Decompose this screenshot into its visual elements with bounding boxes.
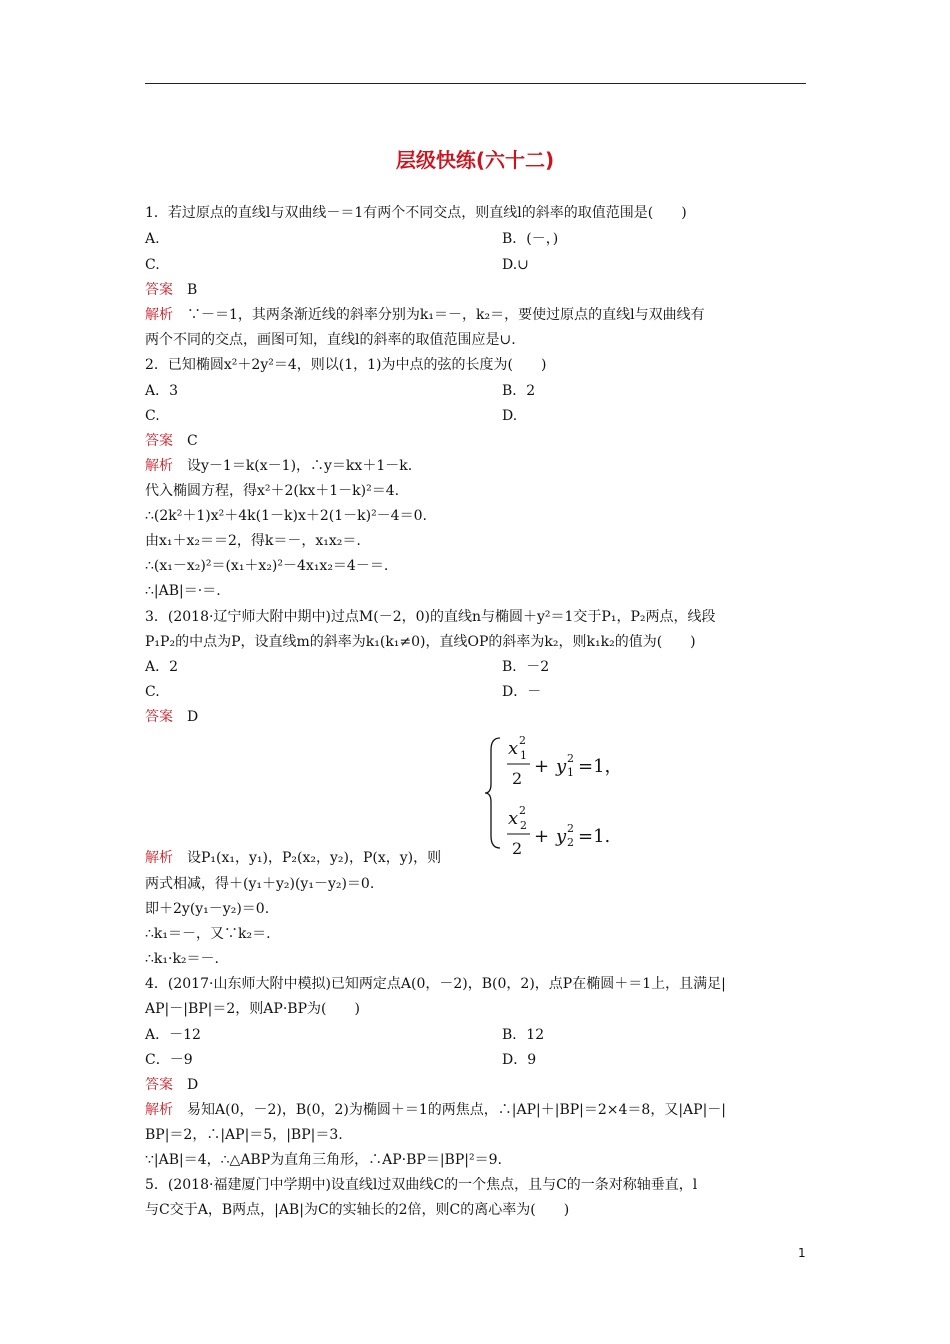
svg-text:+: + [534,756,550,777]
q4-explanation-line: BP|＝2，∴|AP|＝5，|BP|＝3. [145,1127,343,1143]
q2-option-a: A．3 [145,383,179,399]
q2-explanation-line: 代入椭圆方程，得x²＋2(kx＋1－k)²＝4. [145,483,400,499]
svg-text:y: y [556,756,567,777]
svg-text:2: 2 [519,804,526,817]
svg-text:+: + [534,826,550,847]
answer-value: B [187,282,198,298]
question-2: 2．已知椭圆x²＋2y²＝4，则以(1，1)为中点的弦的长度为( ) [145,357,547,373]
answer-value: D [187,1077,199,1093]
q4-option-c: C．－9 [145,1052,193,1068]
q4-explanation-line: ∵|AB|＝4，∴△ABP为直角三角形，∴AP·BP＝|BP|²＝9. [145,1152,502,1168]
q4-answer [145,1076,198,1094]
page-title: 层级快练(六十二) [395,148,555,172]
svg-text:2: 2 [512,839,523,854]
question-3-cont: P₁P₂的中点为P，设直线m的斜率为k₁(k₁≠0)，直线OP的斜率为k₂，则k₁k₂的值为( ) [145,634,696,650]
question-4-cont: AP|－|BP|＝2，则AP·BP为( ) [145,1001,360,1017]
answer-tag: 答案 [145,709,173,725]
svg-text:2: 2 [520,819,527,832]
q3-explanation-line: 即＋2y(y₁－y₂)＝0. [145,901,270,917]
question-5-cont: 与C交于A，B两点，|AB|为C的实轴长的2倍，则C的离心率为( ) [145,1202,570,1218]
svg-text:1: 1 [567,766,574,779]
q2-answer [145,432,198,450]
question-5: 5．(2018·福建厦门中学期中)设直线l过双曲线C的一个焦点，且与C的一条对称轴垂直，l [145,1177,698,1193]
explanation-text: 设P₁(x₁，y₁)，P₂(x₂，y₂)，P(x，y)，则 [187,850,442,866]
q2-explanation [145,457,412,475]
svg-text:=1.: =1. [578,826,611,847]
svg-text:=1，: =1， [578,756,623,777]
page-number: 1 [798,1246,806,1260]
svg-text:2: 2 [567,836,574,849]
q4-option-a: A．－12 [145,1027,201,1043]
q4-option-b: B．12 [502,1027,545,1043]
svg-text:y: y [556,826,567,847]
svg-text:2: 2 [567,822,574,835]
q2-option-b: B．2 [502,383,536,399]
answer-value: D [187,709,199,725]
svg-text:x: x [508,738,519,759]
q1-answer [145,281,197,299]
q2-explanation-line: ∴(2k²＋1)x²＋4k(1－k)x＋2(1－k)²－4＝0. [145,508,427,524]
q1-explanation-cont: 两个不同的交点，画图可知，直线l的斜率的取值范围应是∪. [145,332,516,348]
q1-option-c: C. [145,257,160,273]
q2-explanation-line: ∴|AB|＝·＝. [145,583,221,599]
explanation-text: ∵－＝1，其两条渐近线的斜率分别为k₁＝－，k₂＝，要使过原点的直线l与双曲线有 [187,307,705,323]
explanation-tag: 解析 [145,850,173,866]
explanation-text: 易知A(0，－2)，B(0，2)为椭圆＋＝1的两焦点，∴|AP|＋|BP|＝2×4＝8，又|AP|－| [187,1102,727,1118]
q4-option-d: D．9 [502,1052,537,1068]
q3-explanation-line: ∴k₁·k₂＝－. [145,951,219,967]
q1-option-a: A. [145,231,160,247]
q3-option-a: A．2 [145,659,179,675]
svg-text:2: 2 [567,752,574,765]
q2-explanation-line: 由x₁＋x₂＝＝2，得k＝－，x₁x₂＝. [145,533,361,549]
explanation-tag: 解析 [145,1102,173,1118]
explanation-text: 设y－1＝k(x－1)，∴y＝kx＋1－k. [187,458,413,474]
q2-option-c: C. [145,408,160,424]
svg-text:2: 2 [519,734,526,747]
question-4: 4．(2017·山东师大附中模拟)已知两定点A(0，－2)，B(0，2)，点P在椭圆＋＝1上，且满足| [145,976,726,992]
q3-option-b: B．－2 [502,659,550,675]
q2-explanation-line: ∴(x₁－x₂)²＝(x₁＋x₂)²－4x₁x₂＝4－＝. [145,558,389,574]
header-rule [145,83,806,84]
q3-option-d: D．－ [502,684,542,700]
question-3: 3．(2018·辽宁师大附中期中)过点M(－2，0)的直线n与椭圆＋y²＝1交于P₁，P₂两点，线段 [145,609,716,625]
q3-explanation [145,849,441,867]
svg-text:x: x [508,808,519,829]
q3-answer [145,708,198,726]
equation-system [484,732,644,854]
answer-tag: 答案 [145,282,173,298]
answer-tag: 答案 [145,433,173,449]
answer-value: C [187,433,198,449]
q4-explanation [145,1101,726,1119]
q3-explanation-line: 两式相减，得＋(y₁＋y₂)(y₁－y₂)＝0. [145,876,375,892]
q3-option-c: C. [145,684,160,700]
q2-option-d: D. [502,408,518,424]
explanation-tag: 解析 [145,458,173,474]
q1-explanation [145,306,705,324]
svg-text:2: 2 [512,769,523,788]
explanation-tag: 解析 [145,307,173,323]
answer-tag: 答案 [145,1077,173,1093]
svg-text:1: 1 [520,749,527,762]
q3-explanation-line: ∴k₁＝－，又∵k₂＝. [145,926,271,942]
q1-option-b: B．(－，) [502,231,559,247]
question-1: 1．若过原点的直线l与双曲线－＝1有两个不同交点，则直线l的斜率的取值范围是( ) [145,205,687,221]
q1-option-d: D.∪ [502,257,529,273]
